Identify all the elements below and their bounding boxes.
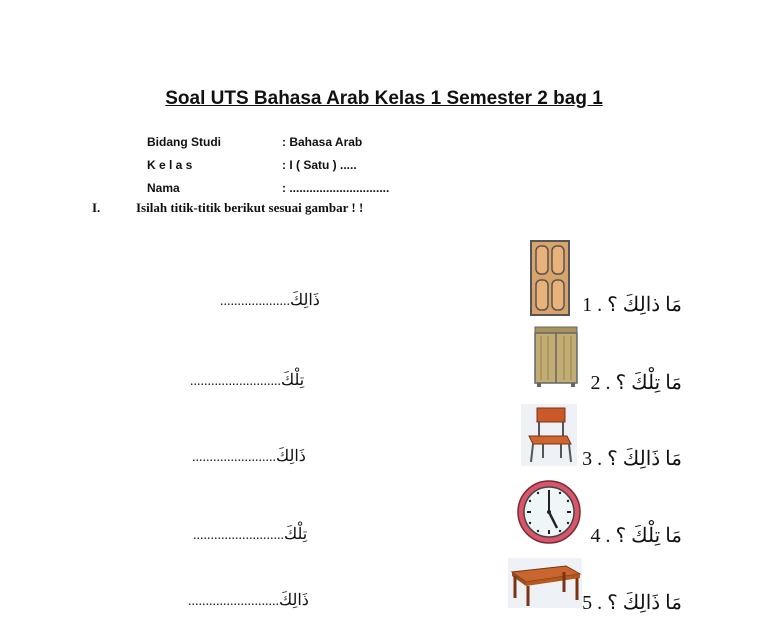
question-number: 4 (590, 525, 601, 547)
question-number: 5 (582, 592, 593, 614)
question-4: مَا تِلْكَ ؟ . 4 (590, 525, 682, 547)
question-5: مَا ذَالِكَ ؟ . 5 (582, 592, 682, 614)
answer-line-4[interactable] (193, 524, 307, 544)
question-2: مَا تِلْكَ ؟ . 2 (590, 372, 682, 394)
question-text: مَا ذَالِكَ ؟ (607, 592, 682, 614)
question-text: مَا ذالِكَ ؟ (607, 294, 682, 316)
subject-value: : Bahasa Arab (282, 135, 363, 149)
class-label: K e l a s (147, 158, 193, 172)
question-3: مَا ذَالِكَ ؟ . 3 (582, 448, 682, 470)
answer-dots: ........................ (192, 450, 276, 465)
question-1: مَا ذالِكَ ؟ . 1 (582, 294, 682, 316)
answer-line-1[interactable] (220, 290, 320, 310)
question-text: مَا تِلْكَ ؟ (615, 372, 682, 394)
question-number: 1 (582, 294, 593, 316)
question-number: 3 (582, 448, 593, 470)
answer-dots: .......................... (193, 528, 284, 543)
question-text: مَا ذَالِكَ ؟ (607, 448, 682, 470)
name-value: : .............................. (282, 181, 390, 195)
page-title: Soal UTS Bahasa Arab Kelas 1 Semester 2 bag 1 (165, 88, 603, 109)
answer-word: تِلْكَ (284, 526, 308, 543)
chair-icon (521, 404, 577, 471)
class-value: : I ( Satu ) ..... (282, 158, 357, 172)
answer-dots: .......................... (190, 374, 281, 389)
answer-dots: .......................... (188, 594, 279, 609)
table-icon (508, 558, 582, 613)
question-number: 2 (590, 372, 601, 394)
answer-word: ذَالِكَ (290, 292, 320, 309)
answer-line-3[interactable] (192, 446, 306, 466)
answer-word: ذَالِكَ (279, 592, 309, 609)
answer-word: تِلْكَ (281, 372, 305, 389)
question-text: مَا تِلْكَ ؟ (615, 525, 682, 547)
name-label: Nama (147, 181, 180, 195)
section-instruction: Isilah titik-titik berikut sesuai gambar ! ! (136, 200, 364, 215)
door-icon (530, 240, 570, 321)
subject-label: Bidang Studi (147, 135, 221, 149)
answer-dots: .................... (220, 294, 290, 309)
section-number: I. (92, 200, 101, 215)
wardrobe-icon (532, 326, 580, 393)
answer-word: ذَالِكَ (276, 448, 306, 465)
answer-line-2[interactable] (190, 370, 304, 390)
answer-line-5[interactable] (188, 590, 309, 610)
clock-icon (516, 479, 582, 550)
